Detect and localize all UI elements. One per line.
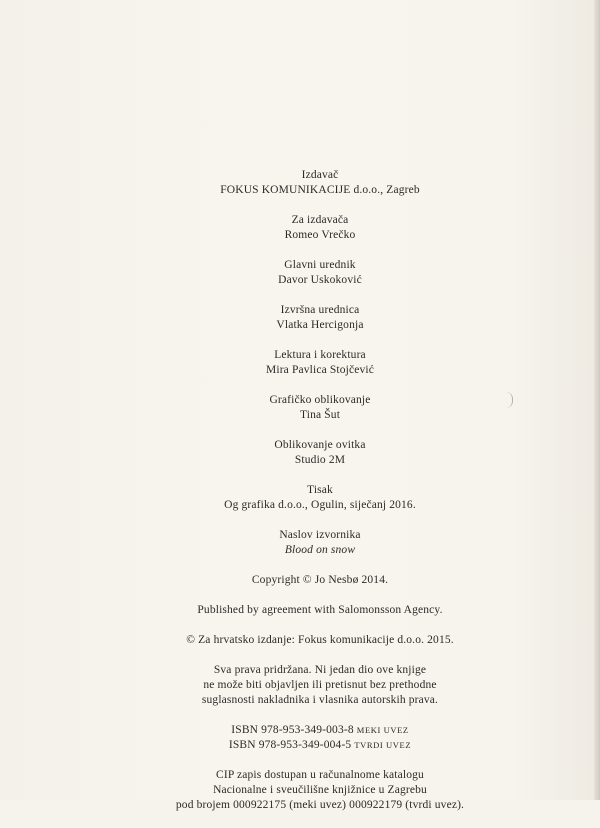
croatian-edition-block <box>0 633 600 648</box>
isbn-block <box>0 723 600 753</box>
credit-publisher <box>0 168 600 198</box>
isbn-number: ISBN 978-953-349-004-5 <box>228 739 352 751</box>
credit-name: Og grafika d.o.o., Ogulin, siječanj 2016. <box>224 499 416 511</box>
credit-role: Tisak <box>307 484 333 496</box>
credit-role: Glavni urednik <box>284 259 356 271</box>
isbn-number: ISBN 978-953-349-003-8 <box>231 724 354 736</box>
copyright-block <box>0 573 600 588</box>
agreement-notice: Published by agreement with Salomonsson Agency. <box>197 604 443 616</box>
cip-block <box>0 768 600 813</box>
agreement-block <box>0 603 600 618</box>
credit-name: Romeo Vrečko <box>284 229 356 241</box>
croatian-edition-notice: © Za hrvatsko izdanje: Fokus komunikacije d.o.o. 2015. <box>186 634 454 646</box>
credit-name: Mira Pavlica Stojčević <box>265 364 375 376</box>
credit-name: FOKUS KOMUNIKACIJE d.o.o., Zagreb <box>220 184 420 196</box>
rights-line: Sva prava pridržana. Ni jedan dio ove knjige <box>213 664 427 676</box>
credit-name: Studio 2M <box>294 454 346 466</box>
imprint-text <box>0 168 600 828</box>
credit-for-publisher <box>0 213 600 243</box>
credit-name: Tina Šut <box>299 409 341 421</box>
copyright-notice: Copyright © Jo Nesbø 2014. <box>251 574 389 586</box>
isbn-line <box>0 723 600 738</box>
credit-role: Naslov izvornika <box>279 529 361 541</box>
credit-printing <box>0 483 600 513</box>
credit-role: Za izdavača <box>291 214 349 226</box>
cip-line: Nacionalne i sveučilišne knjižnice u Zagrebu <box>213 784 427 796</box>
credit-graphic-design <box>0 393 600 423</box>
cip-line: CIP zapis dostupan u računalnome katalogu <box>216 769 424 781</box>
original-title: Blood on snow <box>284 544 356 556</box>
isbn-edition: MEKI UVEZ <box>356 725 409 735</box>
credit-executive-editor <box>0 303 600 333</box>
credit-role: Izvršna urednica <box>280 304 360 316</box>
rights-line: suglasnosti nakladnika i vlasnika autorskih prava. <box>201 694 439 706</box>
credit-name: Vlatka Hercigonja <box>276 319 364 331</box>
credit-original-title <box>0 528 600 558</box>
cip-line: pod brojem 000922175 (meki uvez) 000922179 (tvrdi uvez). <box>175 799 465 811</box>
credit-role: Izdavač <box>301 169 339 181</box>
credit-role: Grafičko oblikovanje <box>269 394 371 406</box>
isbn-line <box>0 738 600 753</box>
credit-role: Lektura i korektura <box>274 349 366 361</box>
credit-cover-design <box>0 438 600 468</box>
rights-block <box>0 663 600 708</box>
credit-editor-in-chief <box>0 258 600 288</box>
credit-proofreading <box>0 348 600 378</box>
rights-line: ne može biti objavljen ili pretisnut bez prethodne <box>203 679 437 691</box>
isbn-edition: TVRDI UVEZ <box>354 740 412 750</box>
credit-name: Davor Uskoković <box>278 274 362 286</box>
credit-role: Oblikovanje ovitka <box>274 439 366 451</box>
